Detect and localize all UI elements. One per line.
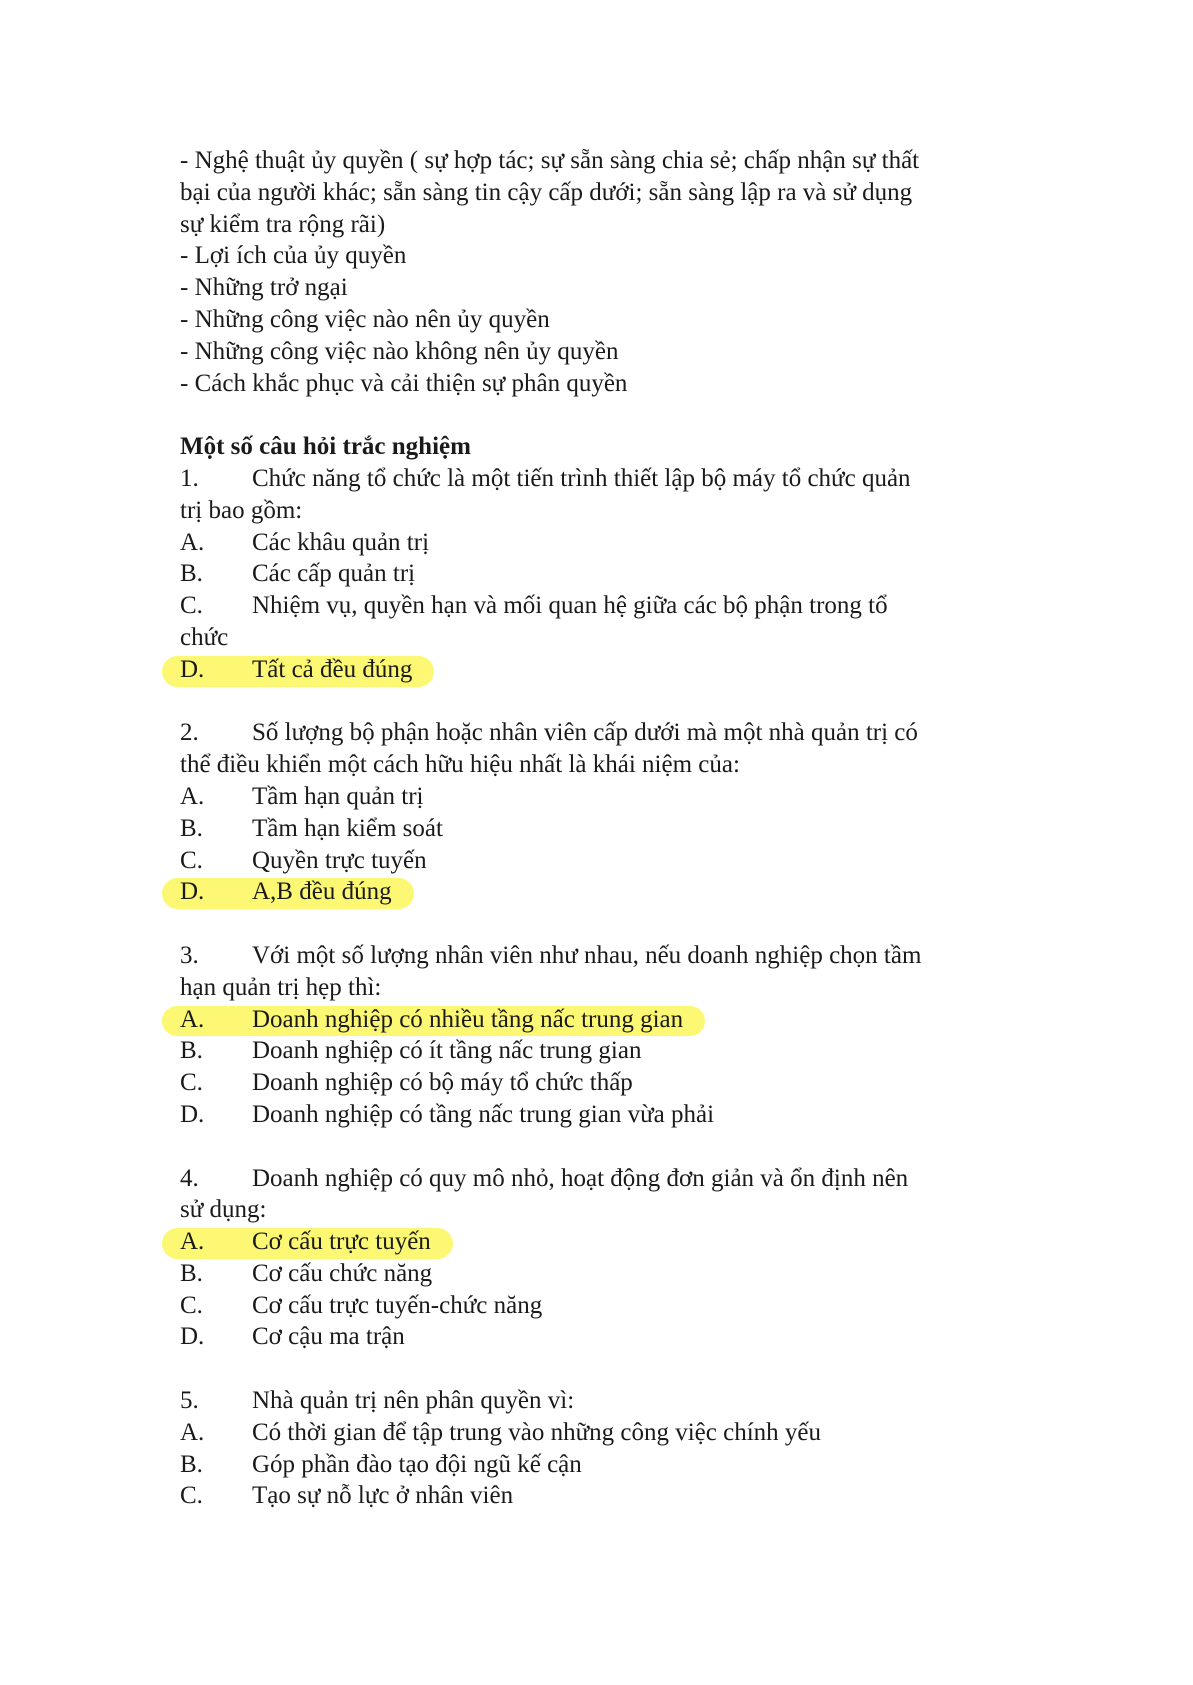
option-c (180, 590, 1020, 622)
option-a (180, 1417, 1020, 1449)
option-text: Góp phần đào tạo đội ngũ kế cận (252, 1450, 582, 1478)
option-text: Doanh nghiệp có nhiều tầng nấc trung gian (252, 1005, 684, 1033)
intro-line: bại của người khác; sẵn sàng tin cậy cấp dưới; sẵn sàng lập ra và sử dụng (180, 178, 913, 206)
question-text: Số lượng bộ phận hoặc nhân viên cấp dưới mà một nhà quản trị có (252, 719, 918, 747)
question-text-cont: trị bao gồm: (180, 496, 303, 524)
option-letter: B. (180, 560, 203, 588)
option-text: Doanh nghiệp có tầng nấc trung gian vừa phải (252, 1100, 715, 1128)
option-a-highlighted (180, 1004, 683, 1036)
spacer (180, 686, 1020, 718)
page-content (180, 145, 1020, 1512)
option-letter: A. (180, 782, 205, 810)
option-letter: B. (180, 814, 203, 842)
question-line (180, 940, 1020, 972)
option-d-highlighted (180, 654, 412, 686)
option-d-highlighted (180, 876, 392, 908)
option-c (180, 845, 1020, 877)
option-text: Doanh nghiệp có bộ máy tổ chức thấp (252, 1069, 633, 1097)
question-number: 5. (180, 1387, 199, 1415)
option-text: Cơ cấu trực tuyến-chức năng (252, 1291, 543, 1319)
question-5 (180, 1385, 1020, 1512)
option-letter: D. (180, 1323, 205, 1351)
option-letter: D. (180, 655, 205, 683)
question-line (180, 1163, 1020, 1195)
option-b (180, 1258, 1020, 1290)
question-4 (180, 1163, 1020, 1354)
question-number: 3. (180, 941, 199, 969)
question-line (180, 717, 1020, 749)
option-letter: B. (180, 1450, 203, 1478)
option-letter: B. (180, 1037, 203, 1065)
question-text-cont: hạn quản trị hẹp thì: (180, 973, 382, 1001)
option-a (180, 527, 1020, 559)
option-letter: D. (180, 878, 205, 906)
question-3 (180, 940, 1020, 1131)
question-line (180, 1385, 1020, 1417)
question-number: 4. (180, 1164, 199, 1192)
option-text: Cơ cấu chức năng (252, 1259, 433, 1287)
option-b (180, 558, 1020, 590)
intro-line: - Những công việc nào không nên ủy quyền (180, 337, 619, 365)
option-b (180, 1449, 1020, 1481)
intro-line: - Nghệ thuật ủy quyền ( sự hợp tác; sự sẵn sàng chia sẻ; chấp nhận sự thất (180, 147, 920, 174)
option-text: Doanh nghiệp có ít tầng nấc trung gian (252, 1037, 642, 1065)
quiz-heading: Một số câu hỏi trắc nghiệm (180, 433, 471, 461)
question-text: Doanh nghiệp có quy mô nhỏ, hoạt động đơn giản và ổn định nên (252, 1164, 909, 1192)
option-d (180, 1321, 1020, 1353)
spacer (180, 399, 1020, 431)
question-text: Nhà quản trị nên phân quyền vì: (252, 1387, 575, 1415)
question-number: 1. (180, 464, 199, 492)
option-text: Cơ cậu ma trận (252, 1323, 405, 1351)
option-letter: B. (180, 1259, 203, 1287)
option-text: Nhiệm vụ, quyền hạn và mối quan hệ giữa các bộ phận trong tổ (252, 592, 888, 620)
question-text: Chức năng tổ chức là một tiến trình thiết lập bộ máy tổ chức quản (252, 464, 911, 492)
question-text-cont: thể điều khiển một cách hữu hiệu nhất là khái niệm của: (180, 751, 740, 779)
question-2 (180, 717, 1020, 908)
option-letter: A. (180, 528, 205, 556)
document-page (180, 145, 1020, 1512)
intro-line: sự kiểm tra rộng rãi) (180, 210, 386, 238)
option-letter: C. (180, 1482, 203, 1510)
option-letter: C. (180, 1069, 203, 1097)
option-c (180, 1067, 1020, 1099)
option-text: Các khâu quản trị (252, 528, 430, 556)
option-letter: A. (180, 1228, 205, 1256)
intro-line: - Lợi ích của ủy quyền (180, 242, 407, 270)
option-text: Tầm hạn kiểm soát (252, 814, 443, 842)
question-1 (180, 463, 1020, 686)
intro-line: - Những trở ngại (180, 274, 348, 302)
option-text-cont: chức (180, 623, 229, 651)
option-text: A,B đều đúng (252, 878, 392, 906)
option-letter: D. (180, 1100, 205, 1128)
option-text: Cơ cấu trực tuyến (252, 1228, 431, 1256)
option-text: Tất cả đều đúng (252, 655, 413, 683)
question-line (180, 463, 1020, 495)
option-text: Tầm hạn quản trị (252, 782, 424, 810)
intro-section (180, 145, 1020, 399)
intro-line: - Cách khắc phục và cải thiện sự phân quyền (180, 369, 628, 397)
question-text-cont: sử dụng: (180, 1196, 267, 1224)
option-c (180, 1480, 1020, 1512)
option-c (180, 1290, 1020, 1322)
option-text: Tạo sự nỗ lực ở nhân viên (252, 1482, 514, 1510)
spacer (180, 1131, 1020, 1163)
option-text: Quyền trực tuyến (252, 846, 427, 874)
option-letter: C. (180, 592, 203, 620)
option-d (180, 1099, 1020, 1131)
question-text: Với một số lượng nhân viên như nhau, nếu doanh nghiệp chọn tầm (252, 941, 922, 969)
option-b (180, 1035, 1020, 1067)
spacer (180, 1353, 1020, 1385)
option-b (180, 813, 1020, 845)
question-number: 2. (180, 719, 199, 747)
spacer (180, 908, 1020, 940)
option-text: Các cấp quản trị (252, 560, 416, 588)
option-a-highlighted (180, 1226, 431, 1258)
option-text: Có thời gian để tập trung vào những công việc chính yếu (252, 1418, 822, 1446)
option-letter: C. (180, 846, 203, 874)
option-letter: A. (180, 1005, 205, 1033)
intro-line: - Những công việc nào nên ủy quyền (180, 305, 550, 333)
option-letter: A. (180, 1418, 205, 1446)
option-a (180, 781, 1020, 813)
option-letter: C. (180, 1291, 203, 1319)
